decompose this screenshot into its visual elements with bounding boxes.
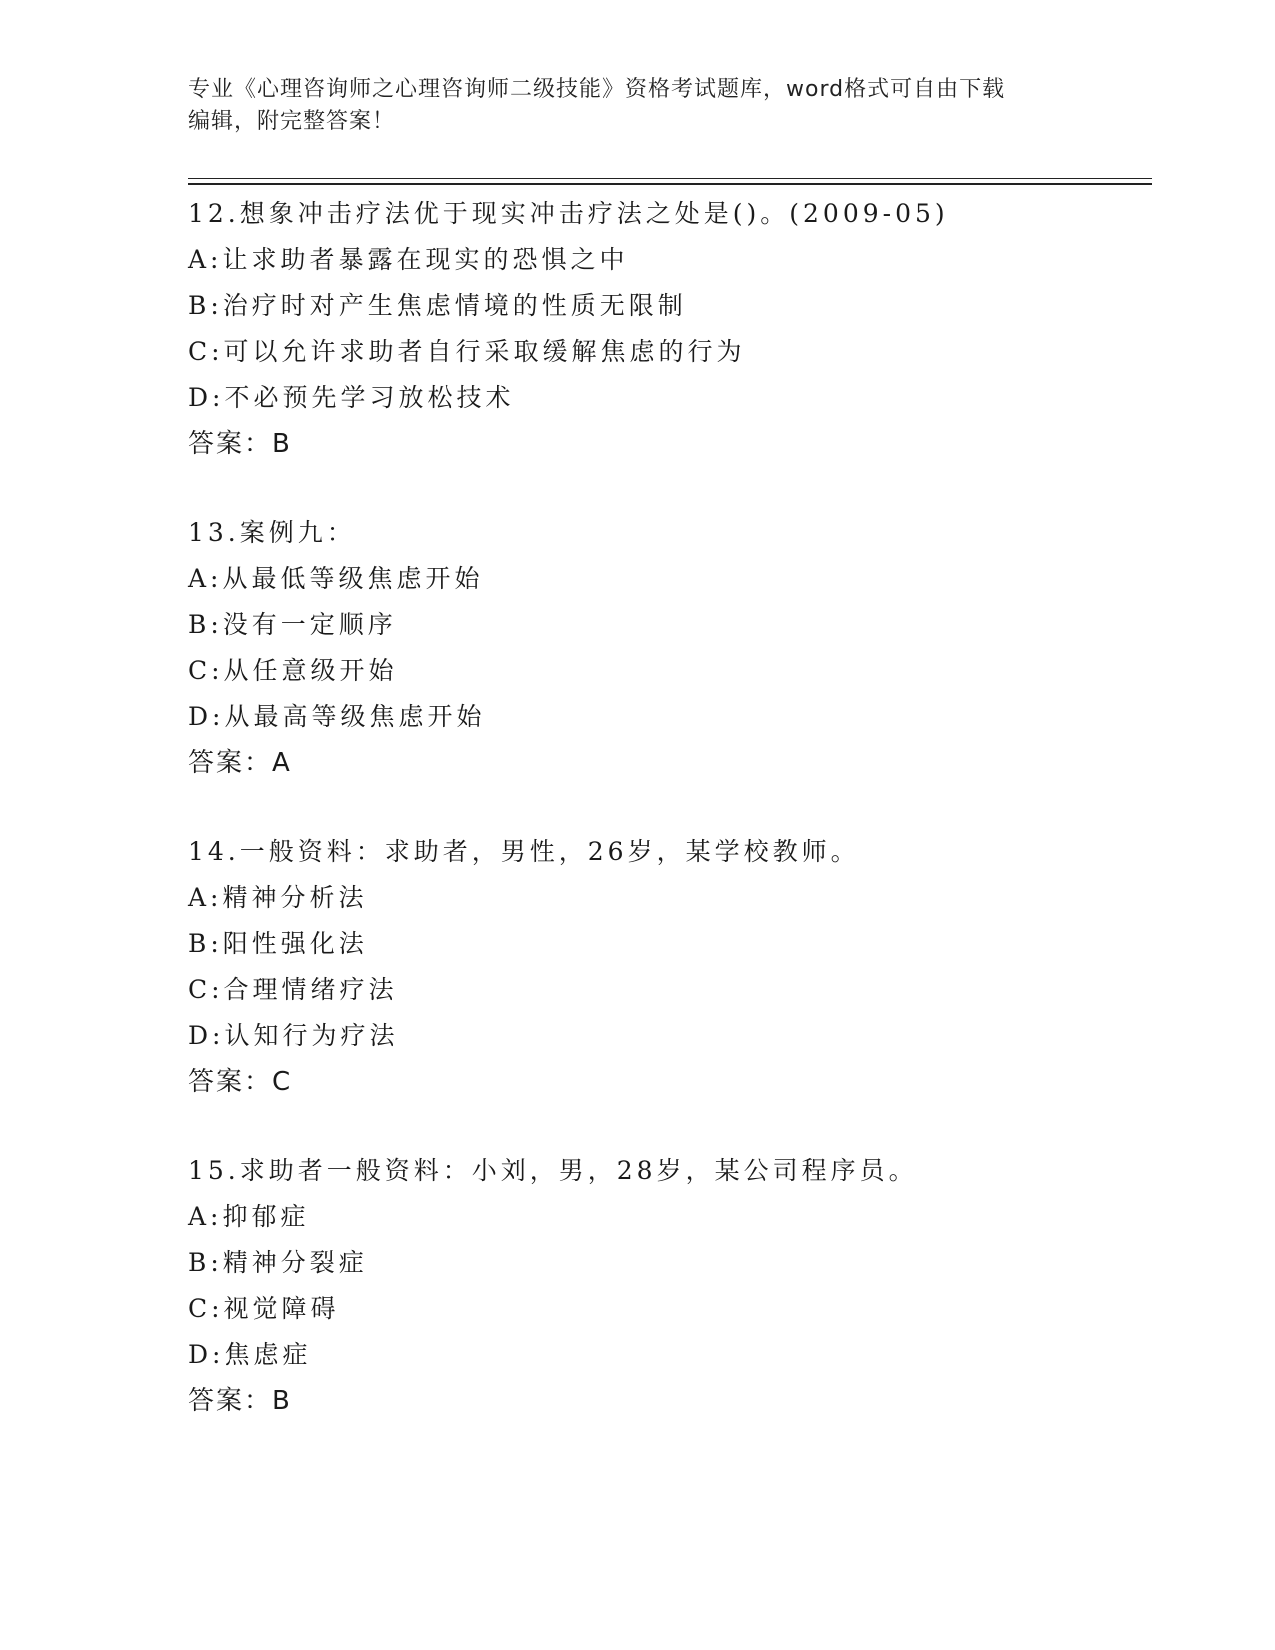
option-a: A:精神分析法 [188,883,368,912]
question-stem: 12.想象冲击疗法优于现实冲击疗法之处是()。(2009-05) [188,199,949,228]
question-15 [188,1148,1138,1424]
question-13 [188,510,1138,786]
option-c: C:视觉障碍 [188,1294,340,1323]
option-b: B:阳性强化法 [188,929,368,958]
option-b: B:治疗时对产生焦虑情境的性质无限制 [188,291,687,320]
answer-line: 答案：B [188,429,292,459]
question-stem: 14.一般资料：求助者，男性，26岁，某学校教师。 [188,837,860,866]
option-a: A:让求助者暴露在现实的恐惧之中 [188,245,629,274]
option-c: C:从任意级开始 [188,656,398,685]
question-stem: 13.案例九： [188,518,356,547]
question-stem: 15.求助者一般资料：小刘，男，28岁，某公司程序员。 [188,1156,918,1185]
header-line-2: 编辑，附完整答案！ [188,109,396,134]
option-a: A:抑郁症 [188,1202,310,1231]
option-b: B:没有一定顺序 [188,610,397,639]
question-12 [188,191,1138,467]
document-header [188,74,1088,138]
header-divider-thin [188,178,1152,179]
option-d: D:不必预先学习放松技术 [188,383,515,412]
option-c: C:可以允许求助者自行采取缓解焦虑的行为 [188,337,746,366]
option-c: C:合理情绪疗法 [188,975,398,1004]
header-divider-thick [188,183,1152,185]
option-d: D:认知行为疗法 [188,1021,399,1050]
option-b: B:精神分裂症 [188,1248,368,1277]
question-14 [188,829,1138,1105]
answer-line: 答案：B [188,1386,292,1416]
answer-line: 答案：A [188,748,292,778]
option-a: A:从最低等级焦虑开始 [188,564,484,593]
option-d: D:从最高等级焦虑开始 [188,702,486,731]
header-line-1: 专业《心理咨询师之心理咨询师二级技能》资格考试题库，word格式可自由下载 [188,77,1006,102]
option-d: D:焦虑症 [188,1340,312,1369]
answer-line: 答案：C [188,1067,293,1097]
